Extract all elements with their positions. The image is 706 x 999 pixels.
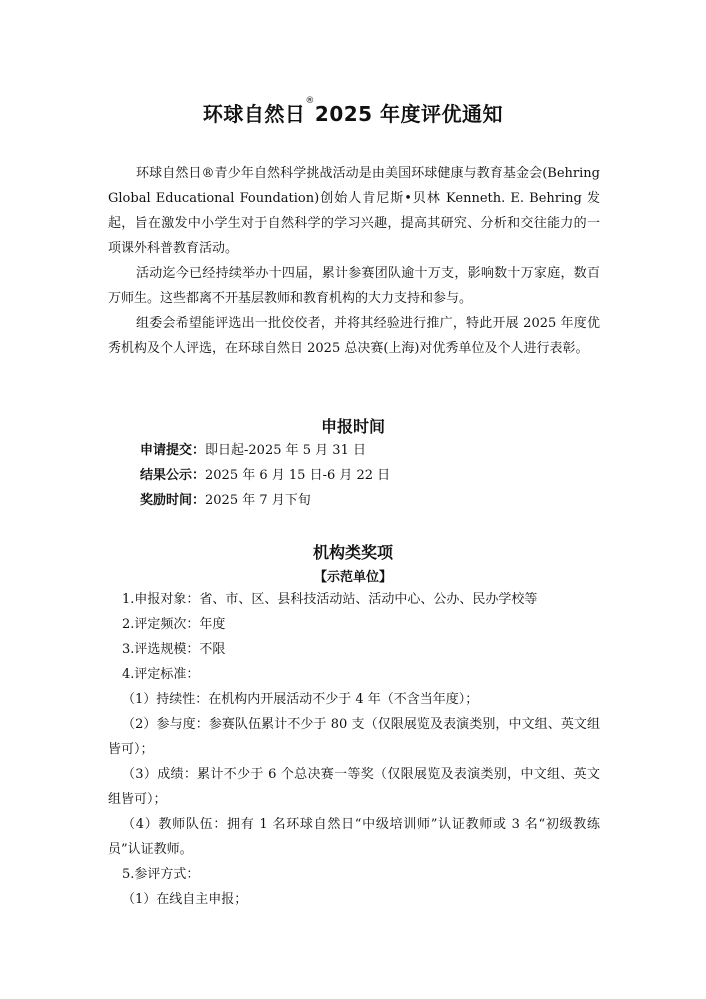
schedule-item <box>140 463 390 488</box>
title-main-b: 2025 年度评优通知 <box>314 102 504 126</box>
criteria-subitem: （4）教师队伍：拥有 1 名环球自然日“中级培训师”认证教师或 3 名“初级教练员”认证教师。 <box>108 817 600 857</box>
criteria-subitem: （1）在线自主申报； <box>122 892 248 907</box>
intro-paragraph-2: 活动迄今已经持续举办十四届，累计参赛团队逾十万支，影响数十万家庭，数百万师生。这些都离不开基层教师和教育机构的大力支持和参与。 <box>108 266 600 306</box>
schedule-item-label: 结果公示： <box>140 468 206 483</box>
schedule-item-label: 申请提交： <box>140 443 206 458</box>
schedule-item-value: 即日起-2025 年 5 月 31 日 <box>205 443 366 458</box>
criteria-subitem: （2）参与度：参赛队伍累计不少于 80 支（仅限展览及表演类别，中文组、英文组皆可）； <box>108 717 600 757</box>
intro-paragraph-3: 组委会希望能评选出一批佼佼者，并将其经验进行推广，特此开展 2025 年度优秀机构及个人评选，在环球自然日 2025 总决赛(上海)对优秀单位及个人进行表彰。 <box>108 316 600 356</box>
criteria-subitem: （1）持续性：在机构内开展活动不少于 4 年（不含当年度）； <box>122 692 479 707</box>
institution-subheading: 【示范单位】 <box>313 570 392 585</box>
criteria-line: 5.参评方式： <box>122 867 200 882</box>
title-main-a: 环球自然日 <box>202 102 306 126</box>
criteria-line: 4.评定标准： <box>122 667 200 682</box>
registered-mark: ® <box>305 96 315 106</box>
schedule-item-value: 2025 年 6 月 15 日-6 月 22 日 <box>205 468 391 483</box>
schedule-item-value: 2025 年 7 月下旬 <box>205 493 311 508</box>
criteria-subitem: （3）成绩：累计不少于 6 个总决赛一等奖（仅限展览及表演类别，中文组、英文组皆可）； <box>108 767 600 807</box>
schedule-heading: 申报时间 <box>320 417 385 436</box>
schedule-item <box>140 438 366 463</box>
criteria-line: 1.申报对象：省、市、区、县科技活动站、活动中心、公办、民办学校等 <box>122 592 538 607</box>
page-title <box>0 98 706 127</box>
intro-paragraph-1: 环球自然日®青少年自然科学挑战活动是由美国环球健康与教育基金会(Behring Global Educational Foundation)创始人肯尼斯•贝林 Kenneth. E. Behring 发起，旨在激发中小学生对于自然科学的学习兴趣，提高其研究、分析和交往能力的一项课外科普教育活动。 <box>108 166 600 256</box>
criteria-line: 3.评选规模：不限 <box>122 642 226 657</box>
schedule-item <box>140 488 311 513</box>
institution-heading: 机构类奖项 <box>312 543 393 562</box>
criteria-line: 2.评定频次：年度 <box>122 617 226 632</box>
schedule-item-label: 奖励时间： <box>140 493 206 508</box>
